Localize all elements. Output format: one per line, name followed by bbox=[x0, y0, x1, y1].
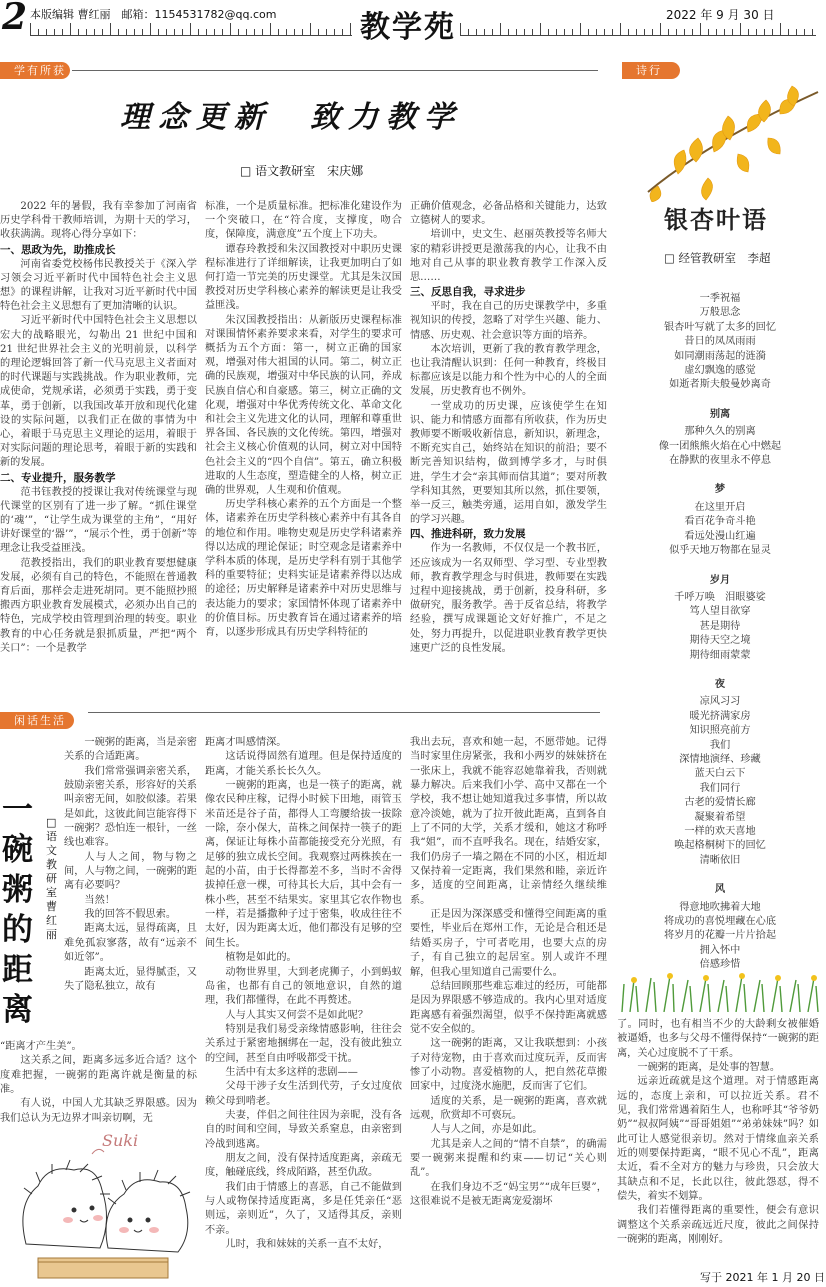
ginkgo-illustration bbox=[618, 82, 824, 202]
ruler-tick bbox=[158, 29, 159, 35]
ruler-tick bbox=[748, 29, 749, 35]
poem-line: 深情地演绎、珍藏 bbox=[679, 753, 761, 765]
ruler-tick bbox=[134, 29, 135, 35]
poem-line: 我们 bbox=[709, 739, 731, 751]
article-byline bbox=[240, 162, 363, 179]
ruler-tick bbox=[508, 29, 509, 35]
byline-text: 语文教研室 宋庆娜 bbox=[255, 164, 364, 178]
poem-stanza bbox=[626, 407, 814, 469]
article-column-1-full bbox=[0, 1040, 197, 1126]
ruler-tick bbox=[86, 29, 87, 35]
article-paragraph: 在我们身边不乏“妈宝男”“成年巨婴”，这很难说不是被无距离宠爱溺坏 bbox=[410, 1181, 607, 1207]
ruler-tick bbox=[804, 29, 805, 35]
ruler-tick bbox=[668, 29, 669, 35]
ruler-tick bbox=[214, 29, 215, 35]
poem-line: 唤起格桐树下的回忆 bbox=[674, 840, 766, 852]
ruler-tick bbox=[126, 29, 127, 35]
poem-stanza-title: 风 bbox=[714, 883, 726, 896]
poem-stanza-title: 岁月 bbox=[709, 573, 731, 586]
poem-line: 看百花争奇斗艳 bbox=[684, 516, 756, 528]
poem-stanza bbox=[626, 882, 814, 972]
article-paragraph: 正是因为深深感受和懂得空间距离的重要性，毕业后在郑州工作，无论是合租还是结婚买房子，宁可者吃用，也要大点的房子，有自己独立的起居室。别人或许不理解，但我心里知道自己需要什么。 bbox=[410, 909, 607, 978]
masthead-ruler-right bbox=[460, 22, 816, 36]
article-paragraph: 适度的关系，是一碗粥的距离，喜欢就远观，欣赏却不可亵玩。 bbox=[410, 1095, 607, 1121]
article-byline-vertical bbox=[46, 816, 68, 942]
ruler-tick bbox=[254, 29, 255, 35]
section-rule bbox=[72, 70, 598, 71]
article-column-3 bbox=[410, 200, 607, 656]
ruler-tick bbox=[548, 29, 549, 35]
grass-illustration bbox=[618, 962, 826, 1012]
article-subheading: 二、专业提升，服务教学 bbox=[0, 471, 116, 484]
byline-box-icon: □ bbox=[46, 816, 57, 829]
ruler-tick bbox=[540, 23, 541, 35]
ruler-tick bbox=[206, 29, 207, 35]
byline-text: 语文教研室 曹红丽 bbox=[46, 830, 68, 941]
ruler-tick bbox=[30, 23, 31, 35]
ruler-tick bbox=[182, 29, 183, 35]
poem-stanza bbox=[626, 292, 814, 393]
poem-line: 看远处漫山红遍 bbox=[684, 530, 756, 542]
ruler-tick bbox=[326, 29, 327, 35]
article-paragraph: 一堂成功的历史课，应该使学生在知识、能力和情感方面都有所收获，作为历史教师要不断吸收新信息，新知识，新理念，不断充实自己，始终站在知识的前沿；要不断完善知识结构，做到博学多才，与时俱进，学生才会“亲其师而信其道”；要对所教学科知其然，更要知其所以然，抓住要领，举一反三，触类旁通，运用自如，激发学生的学习兴趣。 bbox=[410, 400, 607, 526]
poem-line: 古老的爱情长廊 bbox=[684, 797, 756, 809]
article-paragraph: 特别是我们易受亲缘情感影响，往往会关系过于紧密地捆绑在一起，没有彼此独立的空间，甚至自由呼吸都受干扰。 bbox=[205, 1023, 402, 1064]
ruler-tick bbox=[692, 29, 693, 35]
ruler-tick bbox=[334, 29, 335, 35]
issue-date: 2022 年 9 月 30 日 bbox=[666, 8, 775, 22]
article-paragraph: “距离才产生美”。 bbox=[0, 1041, 82, 1052]
article-paragraph: 了。同时，也有相当不少的大龄剩女被催婚被逼婚，也多与父母不懂得保持“一碗粥的距离，关心过度脱不了干系。 bbox=[617, 1019, 819, 1059]
ruler-tick bbox=[46, 29, 47, 35]
poem-line: 千呼万唤 泪眼婆娑 bbox=[674, 591, 766, 603]
ruler-tick bbox=[302, 29, 303, 35]
ruler-tick bbox=[628, 29, 629, 35]
ruler-tick bbox=[796, 29, 797, 35]
article-paragraph: 距离太远，显得疏离，且难免孤寂寥落，故有“远亲不如近邻”。 bbox=[64, 923, 197, 964]
ruler-tick bbox=[524, 29, 525, 35]
poem-line: 倍感珍惜 bbox=[699, 959, 741, 971]
article-paragraph: 生活中有太多这样的悲剧—— bbox=[225, 1066, 358, 1078]
ruler-tick bbox=[350, 23, 351, 35]
poem-line: 将成功的喜悦埋藏在心底 bbox=[663, 916, 777, 928]
ruler-tick bbox=[676, 29, 677, 35]
ruler-tick bbox=[572, 29, 573, 35]
ruler-tick bbox=[780, 23, 781, 35]
byline-box-icon: □ bbox=[664, 251, 675, 265]
poem-line: 将岁月的花瓣一片片拾起 bbox=[663, 930, 777, 942]
poem-line: 我们同行 bbox=[699, 782, 741, 794]
ruler-tick bbox=[708, 29, 709, 35]
article-paragraph: 平时，我在自己的历史课教学中，多重视知识的传授，忽略了对学生兴趣、能力、情感、历史观、社会意识等方面的培养。 bbox=[410, 301, 607, 341]
article-paragraph: 习近平新时代中国特色社会主义思想以宏大的战略眼光，勾勒出 21 世纪中国和 21 世纪世界社会主义的光明前景，以科学的理论逻辑回答了新一代马克思主义者面对的时代课题与实践挑战。作为职业教师，完成使命，党规承诺，必须勇于实践，勇于变革，勇于创新，以我国改革开放和现代化建设的实际问题，以我们正在做的事情为中心，着眼于马克思主义理论的运用，着眼于对实际问题的理论思考，着眼于新的实践和新的发展。 bbox=[0, 315, 197, 469]
poem-line: 知识照亮前方 bbox=[689, 725, 751, 737]
ruler-tick bbox=[812, 29, 813, 35]
article-subheading: 四、推进科研，致力发展 bbox=[410, 528, 526, 541]
ruler-tick bbox=[198, 29, 199, 35]
ruler-tick bbox=[756, 29, 757, 35]
article-paragraph: 有人说，中国人尤其缺乏界限感。因为我们总认为无边界才叫亲切啊，无 bbox=[0, 1098, 197, 1124]
ruler-tick bbox=[764, 29, 765, 35]
article-subheading: 三、反思自我，寻求进步 bbox=[410, 286, 526, 299]
poem-line: 在静默的夜里永不停息 bbox=[669, 455, 771, 467]
article-paragraph: 一碗粥的距离，也是一筷子的距离，就像农民种庄稼，记得小时候下田地，雨管玉米苗还是谷子苗，都得人工弯腰给拔一拔除一除，奈小保大，苗株之间保持一筷子的距离，保证让每株小苗都能接受充分光照，有足够的独立成长空间。我观察过两株挨在一起的小苗，由于长得都差不多，当时不舍得拔掉任意一棵，可待其长大后，其中会有一株小些，甚至不结果实。家里其它农作物也一样，若是播撒种子过于密集，收成往往不太好，因为距离太近，他们都没有足够的空间生长。 bbox=[205, 780, 402, 949]
ruler-tick bbox=[278, 29, 279, 35]
ruler-tick bbox=[118, 29, 119, 35]
ruler-tick bbox=[660, 23, 661, 35]
ruler-tick bbox=[238, 29, 239, 35]
article-paragraph: 我们常常强调亲密关系，鼓励亲密关系，形容好的关系叫亲密无间，如胶似漆。若果是如此，这彼此间岂能容得下一碗粥？恐怕连一根针，一丝线也难容。 bbox=[64, 765, 197, 849]
poem-line: 期待细雨蒙蒙 bbox=[689, 649, 751, 661]
article-paragraph: 这一碗粥的距离，又让我联想到：小孩子对待宠物，由于喜欢而过度玩弄，反而害惨了小动物。喜爱植物的人，把自然花草搬回家中，过度浇水施肥，反而害了它们。 bbox=[410, 1038, 607, 1093]
article-paragraph: 动物世界里，大到老虎狮子，小到蚂蚁岛雀，也都有自己的领地意识，自然的道理，我们都懂得，在此不再赘述。 bbox=[205, 966, 402, 1007]
ruler-tick bbox=[724, 29, 725, 35]
ruler-tick bbox=[270, 23, 271, 35]
ruler-tick bbox=[484, 29, 485, 35]
article-paragraph: 谭春玲教授和朱汉国教授对中职历史课程标准进行了详细解读，让我更加明白了如何打造一节完美的历史课堂。尤其是朱汉国教授对历史学科核心素养的解读更是让我受益匪浅。 bbox=[205, 243, 402, 312]
poem-line: 甚是期待 bbox=[699, 620, 741, 632]
article-paragraph: 一碗粥的距离，是处事的智慧。 bbox=[637, 1062, 781, 1074]
poem-line: 万般思念 bbox=[699, 307, 741, 319]
ruler-tick bbox=[740, 23, 741, 35]
article-paragraph: 远亲近疏就是这个道理。对于情感距离远的，态度上亲和，可以拉近关系。君不见，我们常常遇着陌生人，也称呼其“爷爷奶奶”“叔叔阿姨”“哥哥姐姐”“弟弟妹妹”吗？如此可让人感觉很亲切。然对于情缘血亲关系近的则要保持距离，“眼不见心不乱”，距离太近，看不全对方的魅力与珍贵，只会放大其缺点和不足，长此以往，彼此怨怼，得不偿失，着实不划算。 bbox=[617, 1076, 819, 1203]
ruler-tick bbox=[516, 29, 517, 35]
ruler-tick bbox=[700, 23, 701, 35]
poem-stanza-title: 别离 bbox=[709, 407, 731, 420]
poem-line: 昔日的凤凤雨雨 bbox=[684, 336, 756, 348]
article-paragraph: 历史学科核心素养的五个方面是一个整体，诸素养在历史学科核心素养中有其各自的地位和作用。唯物史观是历史学科诸素养得以达成的理论保证；时空观念是诸素养中学科本质的体现，是历史学科有别于其他学科的重要特征；史料实证是诸素养得以达成的途径；历史解释是诸素养中对历史思维与表达能力的要求；家国情怀体现了诸素养中的价值目标。历史教育旨在通过诸素养的培育，以逐步形成具有历史学科特征的 bbox=[205, 499, 402, 639]
poem-byline bbox=[664, 250, 771, 266]
ruler-tick bbox=[612, 29, 613, 35]
ruler-tick bbox=[468, 29, 469, 35]
article-paragraph: 人与人之间，亦是如此。 bbox=[430, 1124, 543, 1136]
ruler-tick bbox=[596, 29, 597, 35]
article-paragraph: 植物是如此的。 bbox=[225, 952, 297, 964]
poem-line: 如同潮雨荡起的涟漪 bbox=[674, 350, 766, 362]
poem-stanza-title: 梦 bbox=[714, 483, 726, 496]
article-column-3 bbox=[410, 736, 607, 1209]
ruler-tick bbox=[94, 29, 95, 35]
article-paragraph: 朱汉国教授指出：从新版历史课程标准对课围情怀素养要求来看，对学生的要求可概括为五个方面：第一，树立正确的国家观，增强对伟大祖国的认同。第二，树立正确的民族观，增强对中华民族的认同，养成民族自信心和自豪感。第三，树立正确的文化观，增强对中华优秀传统文化、革命文化和社会主义先进文化的认同，理解和尊重世界各国、各民族的文化传统。第四，增强对社会主义核心价值观的认同，树立对中国特色社会主义的“四个自信”。第五，确立积极进取的人生态度，塑造健全的人格，树立正确的世界观，人生观和价值观。 bbox=[205, 314, 402, 497]
ruler-tick bbox=[772, 29, 773, 35]
poem-line: 在这里开启 bbox=[694, 501, 746, 513]
article-column-1 bbox=[0, 200, 197, 656]
article-paragraph: 朋友之间，没有保持适度距离，亲疏无度，触碰底线，终成陌路，甚至仇敌。 bbox=[205, 1152, 402, 1179]
masthead-title: 教学苑 bbox=[360, 10, 456, 45]
article-paragraph: 当然！ bbox=[84, 894, 115, 906]
poem-stanza bbox=[626, 573, 814, 663]
masthead-ruler-left bbox=[30, 22, 352, 36]
ruler-tick bbox=[684, 29, 685, 35]
ruler-tick bbox=[564, 29, 565, 35]
ruler-tick bbox=[262, 29, 263, 35]
poem-title: 银杏叶语 bbox=[664, 206, 768, 234]
ruler-tick bbox=[556, 29, 557, 35]
ruler-tick bbox=[500, 23, 501, 35]
ruler-tick bbox=[620, 23, 621, 35]
article-column-2 bbox=[205, 200, 402, 640]
poem-line: 如逝者斯夫般曼妙离奇 bbox=[669, 379, 771, 391]
ruler-tick bbox=[644, 29, 645, 35]
ruler-tick bbox=[102, 29, 103, 35]
poem-line: 清晰依旧 bbox=[699, 854, 741, 866]
ruler-tick bbox=[732, 29, 733, 35]
poem-stanza bbox=[626, 677, 814, 868]
illustration-caption: Suki bbox=[102, 1131, 139, 1150]
poem-line: 蓝天白云下 bbox=[694, 768, 746, 780]
article-paragraph: 这关系之间，距离多远多近合适？这个度难把握，一碗粥的距离许就是衡量的标准。 bbox=[0, 1055, 197, 1096]
article-paragraph: 人与人之间，物与物之间，人与物之间，一碗粥的距离有必要吗？ bbox=[64, 851, 197, 892]
poem-line: 一样的欢天喜地 bbox=[684, 826, 756, 837]
poem-line: 笃人望目欲穿 bbox=[689, 606, 751, 618]
section-tag-poetry: 诗行 bbox=[622, 62, 680, 79]
article-paragraph: 范书钰教授的授课让我对传统课堂与现代课堂的区别有了进一步了解。“抓住课堂的‘魂’”，“让学生成为课堂的主角”，“用好讲好课堂的‘器’”，“展示个性，勇于创新”等理念让我受益匪浅。 bbox=[0, 486, 197, 555]
poem-line: 虚幻飘逸的感觉 bbox=[684, 365, 756, 377]
ruler-tick bbox=[342, 29, 343, 35]
ruler-tick bbox=[150, 23, 151, 35]
article-paragraph: 作为一名教师，不仅仅是一个教书匠，还应该成为一名双师型、学习型、专业型教师，教育教学理念与时俱进，教师要在实践过程中迎接挑战，勇于创新，投身科研，多做研究，服务教学。善于反省总结，将教学经验，撰写成课题论文好好推广，不足之处，努力再提升，以促进职业教育教学更快速更广泛的良性发展。 bbox=[410, 543, 607, 654]
ruler-tick bbox=[230, 23, 231, 35]
ruler-tick bbox=[532, 29, 533, 35]
hedgehogs-illustration bbox=[8, 1124, 198, 1284]
ruler-tick bbox=[604, 29, 605, 35]
article-signoff: 写于 2021 年 1 月 20 日 bbox=[700, 1271, 825, 1284]
article-paragraph: 河南省委党校杨伟民教授关于《深入学习领会习近平新时代中国特色社会主义思想》的课程讲解，让我对习近平新时代中国特色社会主义思想有了更加清晰的认识。 bbox=[0, 258, 197, 313]
section-tag-study: 学有所获 bbox=[0, 62, 70, 79]
ruler-tick bbox=[38, 29, 39, 35]
article-paragraph: 距离太近，显得腻歪，又失了隐私独立，故有 bbox=[64, 966, 197, 992]
ruler-tick bbox=[62, 29, 63, 35]
ruler-tick bbox=[174, 29, 175, 35]
poem-line: 拥入怀中 bbox=[699, 944, 741, 956]
ruler-tick bbox=[636, 29, 637, 35]
article-paragraph: 总结回顾那些难忘难过的经历，可能都是因为界限感不够造成的。我内心里对适度距离感有着强烈渴望，似乎不保持距离就感觉不安全似的。 bbox=[410, 980, 607, 1035]
article-column-1-narrow bbox=[64, 736, 197, 994]
ruler-tick bbox=[110, 23, 111, 35]
ruler-tick bbox=[580, 23, 581, 35]
ruler-tick bbox=[460, 23, 461, 35]
poem-line: 一季祝福 bbox=[699, 293, 741, 304]
ruler-tick bbox=[476, 29, 477, 35]
article-paragraph: 儿时，我和妹妹的关系一直不太好， bbox=[225, 1239, 389, 1251]
editor-line: 本版编辑 曹红丽 邮箱：1154531782@qq.com bbox=[30, 8, 277, 21]
article-paragraph: 标准，一个是质量标准。把标准化建设作为一个突破口，在“符合度，支撑度，吻合度，保障度，满意度”五个度上下功夫。 bbox=[205, 201, 402, 241]
article-paragraph: 正确价值观念，必备品格和关键能力，达致立德树人的要求。 bbox=[410, 201, 607, 227]
article-title: 理念更新 致力教学 bbox=[120, 100, 462, 135]
ruler-tick bbox=[652, 29, 653, 35]
article-paragraph: 距离才叫感情深。 bbox=[205, 737, 287, 748]
ruler-tick bbox=[70, 23, 71, 35]
ruler-tick bbox=[588, 29, 589, 35]
ruler-tick bbox=[788, 29, 789, 35]
ruler-tick bbox=[222, 29, 223, 35]
article-paragraph: 夫妻，伴侣之间往往因为亲昵，没有各自的时间和空间，导致关系窒息，由亲密到冷战到逃离。 bbox=[205, 1109, 402, 1150]
article-column-2 bbox=[205, 736, 402, 1252]
ruler-tick bbox=[166, 29, 167, 35]
ruler-tick bbox=[54, 29, 55, 35]
article-paragraph: 培训中，史文生、赵丽英教授等名师大家的精彩讲授更是激荡我的内心，让我不由地对自己从事的职业教育教学工作深入反思…… bbox=[410, 229, 607, 284]
article-paragraph: 这话说得固然有道理。但是保持适度的距离，才能关系长长久久。 bbox=[205, 751, 402, 777]
poem-line: 像一团熊熊火焰在心中燃起 bbox=[658, 440, 782, 452]
article-title-vertical: 一碗粥的距离 bbox=[2, 792, 33, 1028]
article-paragraph: 尤其是亲人之间的“情不自禁”，的确需要一碗粥来提醒和约束——切记“关心则乱”。 bbox=[410, 1138, 607, 1179]
ruler-tick bbox=[310, 23, 311, 35]
poem-stanza bbox=[626, 482, 814, 558]
article-paragraph: 范教授指出，我们的职业教育要想健康发展，必须有自己的特色，不能照在普通教育后面，那样会走进死胡同。更不能照抄照搬西方职业教育发展模式，必须办出自己的特色，完成学校由管理到治理的转变。职业教育的中心任务就是狠抓质量，严把“两个关口”：一个是教学 bbox=[0, 557, 197, 654]
ruler-tick bbox=[318, 29, 319, 35]
ruler-tick bbox=[78, 29, 79, 35]
ruler-tick bbox=[190, 23, 191, 35]
poem-line: 似乎天地万物都在显灵 bbox=[669, 545, 771, 557]
ruler-tick bbox=[716, 29, 717, 35]
article-column-4 bbox=[617, 1018, 819, 1248]
poem-line: 凝聚着希望 bbox=[694, 811, 746, 823]
ruler-tick bbox=[246, 29, 247, 35]
article-paragraph: 我的回答不假思索。 bbox=[84, 909, 177, 921]
ruler-tick bbox=[286, 29, 287, 35]
poem-line: 期待天空之境 bbox=[689, 635, 751, 647]
article-paragraph: 父母干涉子女生活到代劳，子女过度依赖父母到啃老。 bbox=[205, 1081, 402, 1107]
ruler-tick bbox=[492, 29, 493, 35]
article-subheading: 一、思政为先，助推成长 bbox=[0, 243, 116, 256]
poem-line: 凉风习习 bbox=[699, 696, 741, 708]
poem-body bbox=[626, 292, 814, 973]
poem-line: 暖光挤满家房 bbox=[689, 710, 751, 722]
poem-line: 得意地吹拂着大地 bbox=[679, 901, 761, 913]
poem-line: 银杏叶写就了太多的回忆 bbox=[663, 321, 777, 333]
ruler-tick bbox=[294, 29, 295, 35]
article-paragraph: 我出去玩，喜欢和她一起，不愿带她。记得当时家里住房紧张，我和小两岁的妹妹挤在一张床上，我就不能容忍她靠着我，否则就暴力解决。后来我们小学、高中又都在一个学校，我不想让她知道我过多事情，所以故意冷淡她，就为了拉开彼此距离，直到各自上了不同的大学，关系才缓和，她这才称呼我“姐”，而不直呼我名。现在，结婚安家，我们仍房子一墙之隔在不同的小区，相近却又保持着一定距离，我们果然和睦，亲近许多，适度的空间距离，让亲情经久继续维系。 bbox=[410, 737, 607, 906]
ruler-tick bbox=[142, 29, 143, 35]
article-paragraph: 一碗粥的距离，当是亲密关系的合适距离。 bbox=[64, 737, 197, 763]
byline-text: 经管教研室 李超 bbox=[678, 251, 771, 265]
poem-line: 那种久久的别离 bbox=[684, 426, 756, 438]
section-rule bbox=[88, 712, 600, 713]
article-paragraph: 人与人其实又何尝不是如此呢？ bbox=[225, 1009, 369, 1021]
article-paragraph: 2022 年的暑假，我有幸参加了河南省历史学科骨干教师培训，为期十天的学习，收获满满。现将心得分享如下： bbox=[0, 201, 197, 241]
article-paragraph: 本次培训，更新了我的教育教学理念，也让我清醒认识到：任何一种教育，终极目标都应该是以能力和个性为中心的人的全面发展，历史教育也不例外。 bbox=[410, 343, 607, 398]
article-paragraph: 我们由于情感上的喜恶，自己不能做到与人或物保持适度距离，多是任凭亲任“恶则远，亲则近”，久了，又适得其反，亲则不亲。 bbox=[205, 1181, 402, 1236]
byline-box-icon: □ bbox=[240, 164, 252, 178]
article-paragraph: 我们若懂得距离的重要性，便会有意识调整这个关系亲疏远近尺度，彼此之间保持一碗粥的距离，刚刚好。 bbox=[617, 1205, 819, 1246]
section-tag-life: 闲话生活 bbox=[0, 712, 74, 729]
page-number: 2 bbox=[2, 0, 28, 38]
poem-stanza-title: 夜 bbox=[714, 677, 726, 690]
